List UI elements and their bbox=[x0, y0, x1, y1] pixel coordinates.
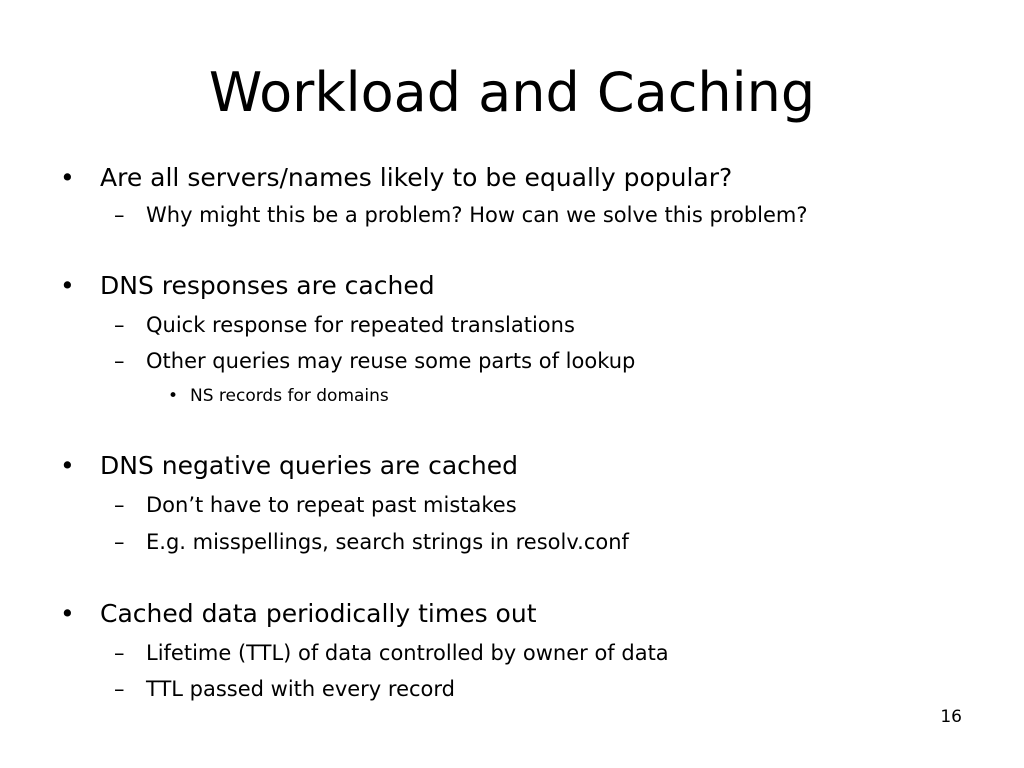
sub-bullet-text: Quick response for repeated translations bbox=[146, 313, 575, 337]
sub-bullet-text: E.g. misspellings, search strings in resolv.conf bbox=[146, 530, 629, 554]
sub-bullet-text: Other queries may reuse some parts of lookup bbox=[146, 349, 636, 373]
sub-sub-bullet-marker: • bbox=[168, 386, 179, 406]
sub-bullet-problem bbox=[114, 201, 808, 229]
bullet-popularity bbox=[60, 162, 733, 194]
page-number: 16 bbox=[940, 707, 962, 727]
sub-sub-bullet-ns-records bbox=[168, 384, 389, 408]
sub-sub-bullet-text: NS records for domains bbox=[190, 386, 389, 406]
sub-bullet-ttl-record bbox=[114, 675, 455, 703]
bullet-responses-cached bbox=[60, 270, 435, 302]
bullet-marker: • bbox=[60, 271, 75, 300]
sub-bullet-text: Lifetime (TTL) of data controlled by owner of data bbox=[146, 641, 669, 665]
sub-bullet-marker: – bbox=[114, 349, 125, 373]
sub-bullet-text: TTL passed with every record bbox=[146, 677, 455, 701]
sub-bullet-marker: – bbox=[114, 677, 125, 701]
sub-bullet-marker: – bbox=[114, 530, 125, 554]
sub-bullet-reuse-lookup bbox=[114, 347, 636, 375]
sub-bullet-marker: – bbox=[114, 313, 125, 337]
sub-bullet-text: Don’t have to repeat past mistakes bbox=[146, 493, 517, 517]
sub-bullet-ttl-lifetime bbox=[114, 639, 669, 667]
bullet-marker: • bbox=[60, 163, 75, 192]
bullet-text: DNS responses are cached bbox=[100, 271, 435, 300]
bullet-times-out bbox=[60, 598, 537, 630]
bullet-text: Cached data periodically times out bbox=[100, 599, 537, 628]
sub-bullet-marker: – bbox=[114, 641, 125, 665]
sub-bullet-marker: – bbox=[114, 203, 125, 227]
bullet-marker: • bbox=[60, 599, 75, 628]
bullet-marker: • bbox=[60, 451, 75, 480]
bullet-text: DNS negative queries are cached bbox=[100, 451, 519, 480]
sub-bullet-text: Why might this be a problem? How can we solve this problem? bbox=[146, 203, 808, 227]
bullet-text: Are all servers/names likely to be equally popular? bbox=[100, 163, 733, 192]
bullet-negative-queries bbox=[60, 450, 519, 482]
sub-bullet-past-mistakes bbox=[114, 491, 517, 519]
sub-bullet-misspellings bbox=[114, 528, 629, 556]
slide-title: Workload and Caching bbox=[208, 61, 816, 124]
sub-bullet-marker: – bbox=[114, 493, 125, 517]
sub-bullet-quick-response bbox=[114, 311, 575, 339]
